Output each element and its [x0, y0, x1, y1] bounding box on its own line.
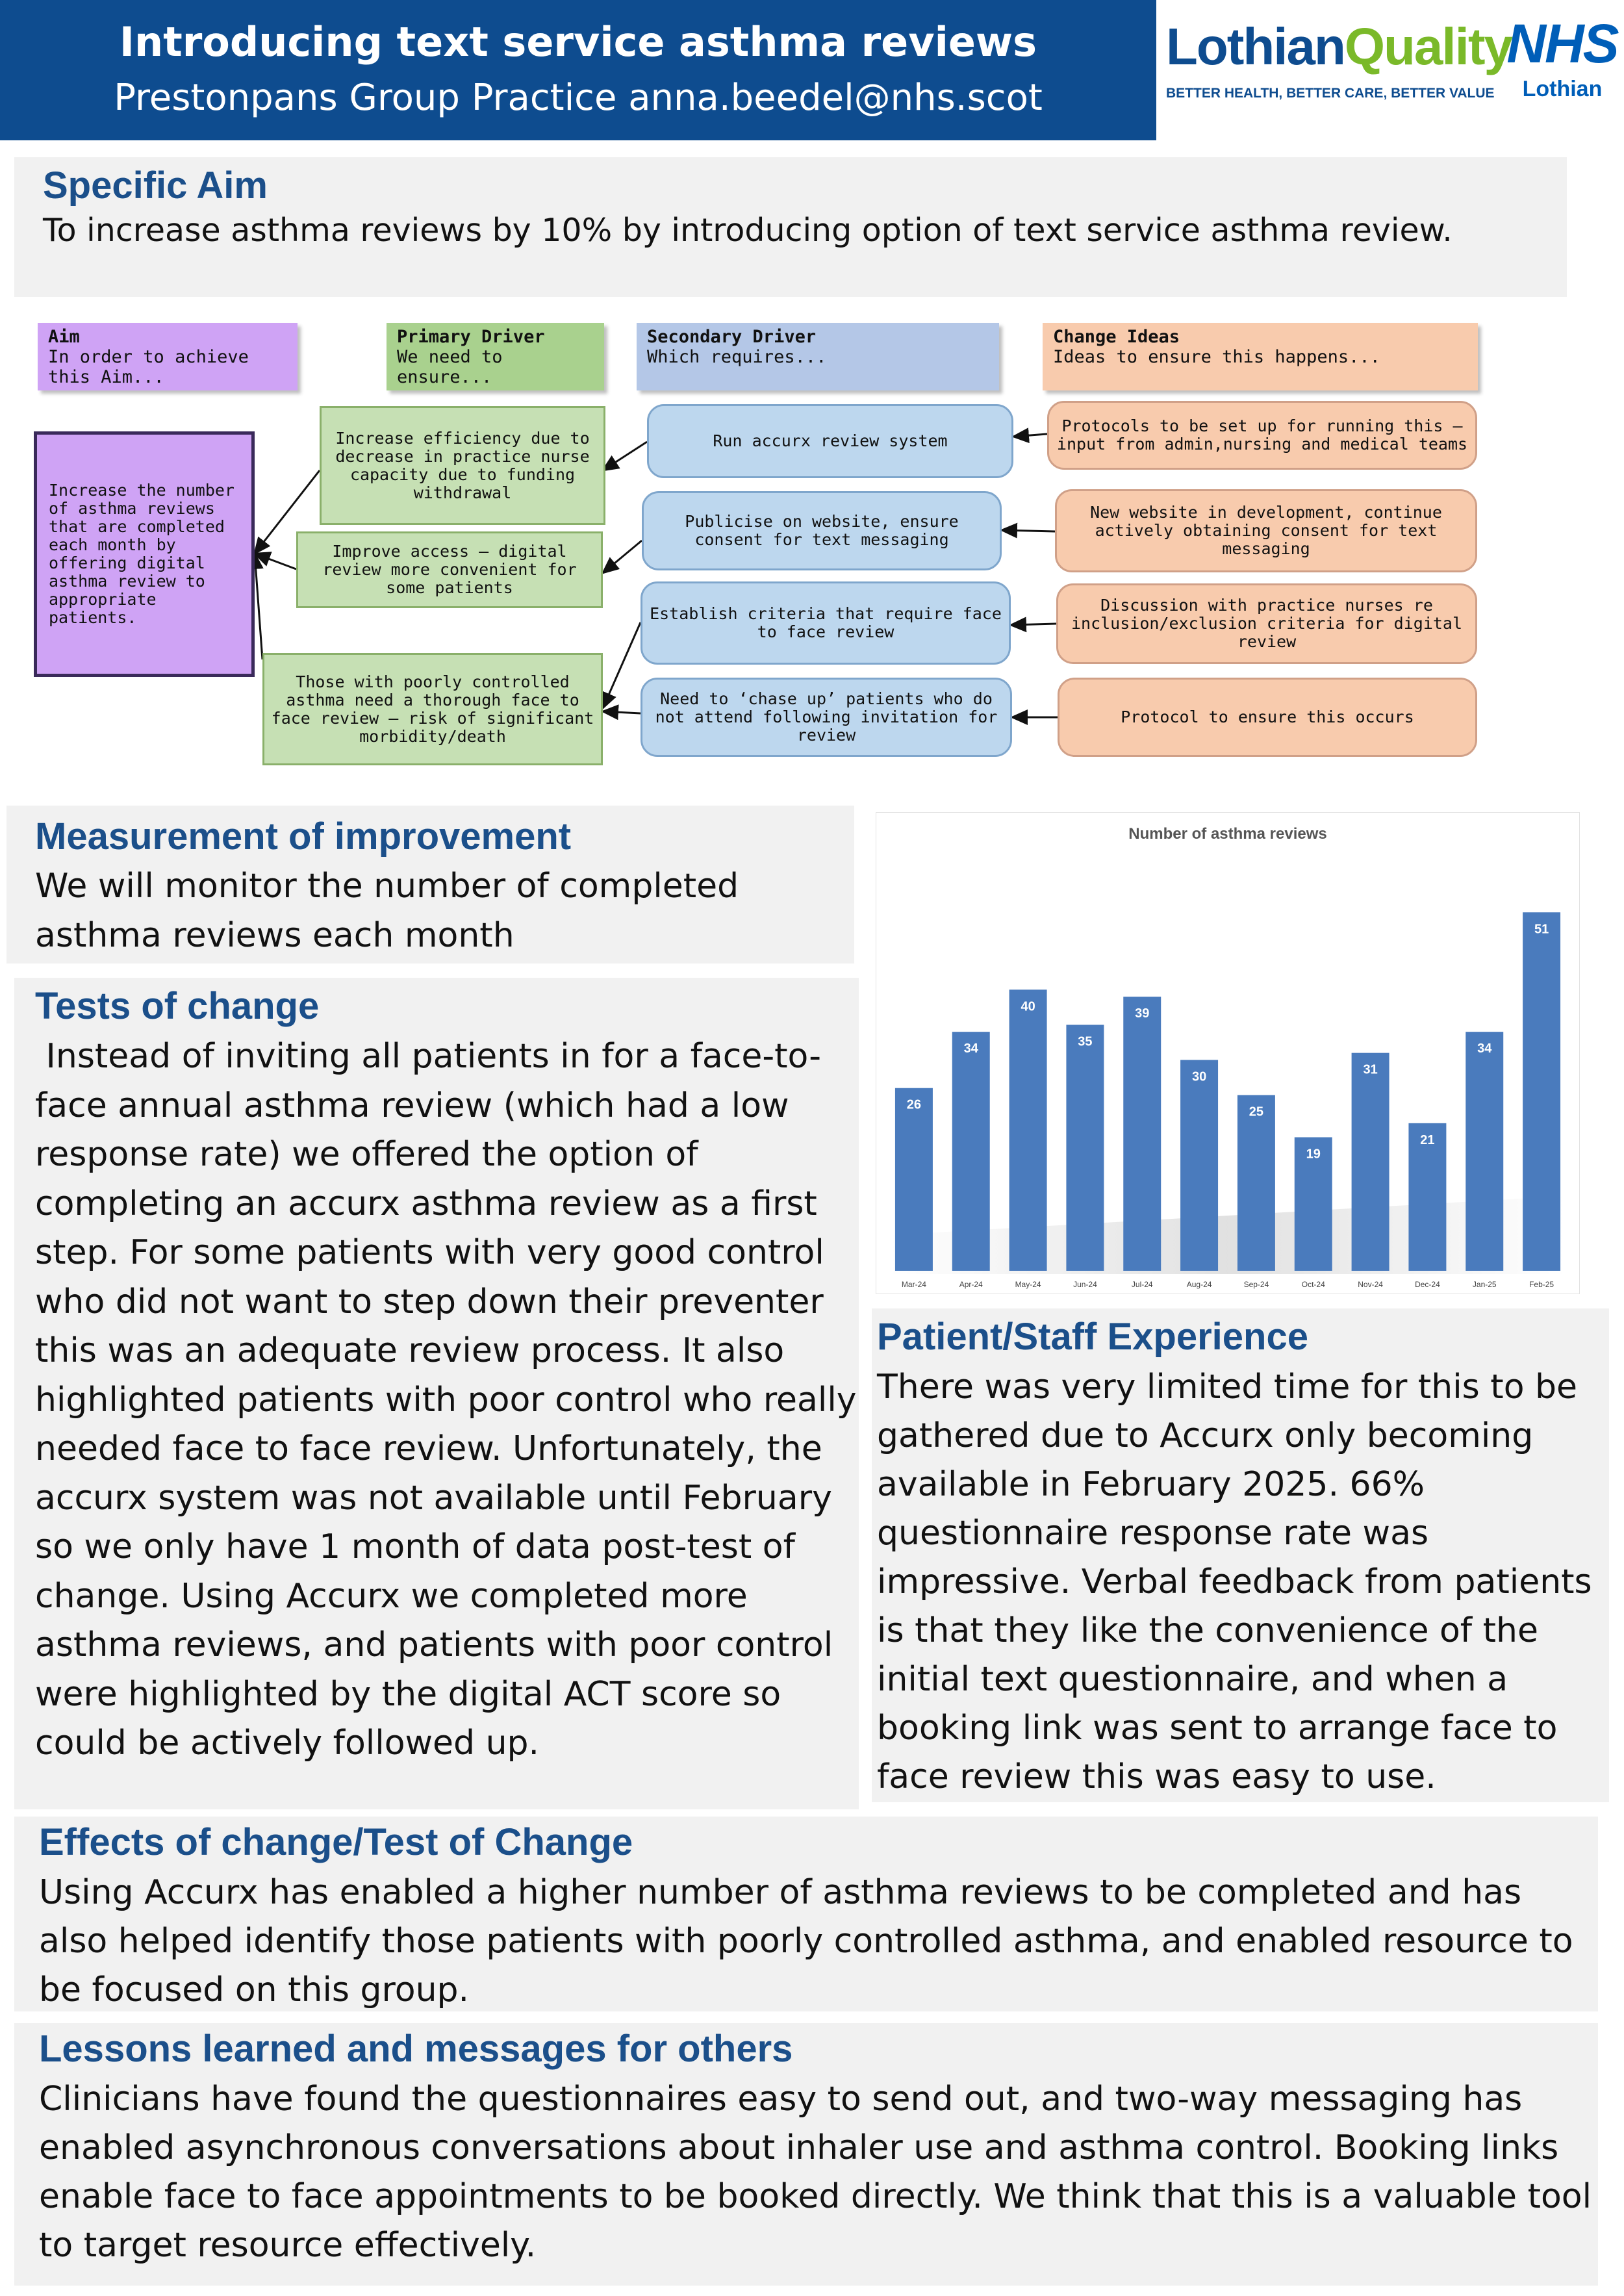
bar-May-24: [1009, 989, 1047, 1271]
x-tick-label: Oct-24: [1301, 1280, 1325, 1289]
effects-heading: Effects of change/Test of Change: [39, 1821, 633, 1863]
bar-value-label: 34: [963, 1041, 978, 1056]
bar-value-label: 31: [1363, 1062, 1378, 1077]
bar-Jul-24: [1123, 997, 1161, 1271]
experience-panel: [872, 1308, 1609, 1802]
primary-driver-2: Improve access – digital review more convenient for some patients: [296, 531, 603, 608]
change-idea-2: New website in development, continue actively obtaining consent for text messaging: [1055, 489, 1477, 572]
poster-subtitle: Prestonpans Group Practice anna.beedel@nhs.scot: [114, 77, 1043, 119]
logo-tagline: BETTER HEALTH, BETTER CARE, BETTER VALUE: [1166, 86, 1495, 101]
change-idea-1: Protocols to be set up for running this – input from admin,nursing and medical teams: [1047, 401, 1477, 470]
nhs-lothian-logo: [1501, 13, 1624, 110]
x-tick-label: Feb-25: [1529, 1280, 1554, 1289]
secondary-driver-3: Establish criteria that require face to face review: [641, 581, 1011, 665]
primary-driver-1: Increase efficiency due to decrease in practice nurse capacity due to funding withdrawal: [320, 406, 605, 525]
specific-aim-heading: Specific Aim: [43, 164, 268, 207]
tests-heading: Tests of change: [35, 985, 320, 1027]
tests-of-change-panel: [14, 978, 868, 1809]
nhs-badge: NHS: [1506, 13, 1618, 74]
bar-Jun-24: [1066, 1025, 1104, 1271]
x-tick-label: Apr-24: [959, 1280, 983, 1289]
x-tick-label: Aug-24: [1186, 1280, 1212, 1289]
secondary-driver-2: Publicise on website, ensure consent for text messaging: [642, 491, 1002, 570]
bar-Sep-24: [1237, 1095, 1275, 1271]
bar-Apr-24: [952, 1032, 990, 1271]
measurement-text: We will monitor the number of completed asthma reviews each month: [35, 867, 739, 955]
x-tick-label: Jul-24: [1131, 1280, 1153, 1289]
effects-text: Using Accurx has enabled a higher number of asthma reviews to be completed and has also helped identify those patients with poorly controlled asthma, and enabled resource to be focused on this group.: [39, 1873, 1573, 2009]
experience-heading: Patient/Staff Experience: [877, 1316, 1308, 1358]
chart-title: Number of asthma reviews: [1128, 825, 1327, 843]
bar-value-label: 51: [1534, 922, 1549, 937]
chart-svg: [876, 813, 1579, 1294]
logo-word-lothian: Lothian: [1166, 18, 1345, 75]
x-tick-label: Nov-24: [1358, 1280, 1383, 1289]
lessons-panel: [14, 2023, 1598, 2286]
measurement-heading: Measurement of improvement: [35, 815, 572, 858]
bar-value-label: 30: [1191, 1069, 1207, 1084]
x-tick-label: Dec-24: [1415, 1280, 1440, 1289]
x-tick-label: Sep-24: [1243, 1280, 1269, 1289]
secondary-driver-1: Run accurx review system: [647, 404, 1013, 478]
primary-driver-3: Those with poorly controlled asthma need a thorough face to face review – risk of significant morbidity/death: [262, 653, 603, 765]
change-ideas-header: [1043, 323, 1478, 390]
poster-title: Introducing text service asthma reviews: [119, 18, 1037, 66]
secondary-driver-4: Need to ‘chase up’ patients who do not attend following invitation for review: [641, 678, 1012, 757]
bar-value-label: 26: [906, 1097, 922, 1112]
bar-Feb-25: [1523, 912, 1560, 1271]
primary-header-sub: We need to ensure...: [397, 347, 503, 387]
bar-Jan-25: [1465, 1032, 1503, 1271]
bar-value-label: 34: [1477, 1041, 1492, 1056]
nhs-sub: Lothian: [1522, 77, 1603, 101]
bar-value-label: 19: [1306, 1147, 1321, 1162]
secondary-header-title: Secondary Driver: [647, 327, 817, 347]
change-idea-4: Protocol to ensure this occurs: [1058, 678, 1477, 757]
primary-driver-header: [387, 323, 604, 390]
aim-header-title: Aim: [48, 327, 80, 347]
measurement-panel: [6, 806, 854, 963]
specific-aim-text: To increase asthma reviews by 10% by introducing option of text service asthma review.: [43, 212, 1453, 249]
change-header-sub: Ideas to ensure this happens...: [1053, 347, 1380, 367]
logo-word-quality: Quality: [1344, 18, 1512, 75]
aim-header: [38, 323, 298, 390]
chart-floor: [889, 1196, 1566, 1274]
x-tick-label: Mar-24: [901, 1280, 926, 1289]
secondary-driver-header: [637, 323, 999, 390]
bar-Mar-24: [895, 1088, 933, 1271]
change-header-title: Change Ideas: [1053, 327, 1180, 347]
aim-header-sub: In order to achieve this Aim...: [48, 347, 249, 387]
lessons-heading: Lessons learned and messages for others: [39, 2028, 793, 2070]
change-idea-3: Discussion with practice nurses re inclusion/exclusion criteria for digital review: [1056, 583, 1477, 664]
lessons-text: Clinicians have found the questionnaires easy to send out, and two-way messaging has enabled asynchronous conversations about inhaler use and asthma control. Booking links enable face to face appointments to be booked directly. We think that this is a valuable tool to target resource effectively.: [39, 2080, 1592, 2265]
bar-Aug-24: [1180, 1060, 1218, 1271]
x-tick-label: Jun-24: [1073, 1280, 1097, 1289]
asthma-reviews-chart: [876, 812, 1580, 1294]
experience-text: There was very limited time for this to be gathered due to Accurx only becoming available in February 2025. 66% questionnaire response rate was impressive. Verbal feedback from patients is that they like the convenience of the initial text questionnaire, and when a booking link was sent to arrange face to face review this was easy to use.: [877, 1368, 1592, 1796]
bar-value-label: 39: [1135, 1006, 1150, 1021]
bar-value-label: 35: [1078, 1034, 1093, 1049]
tests-text: Instead of inviting all patients in for a face-to-face annual asthma review (which had a low response rate) we offered the option of completing an accurx asthma review as a first step. For some patients with very good control who did not want to step down their preventer this was an adequate review process. It also highlighted patients with poor control who really needed face to face review. Unfortunately, the accurx system was not available until February so we only have 1 month of data post-test of change. Using Accurx we completed more asthma reviews, and patients with poor control were highlighted by the digital ACT score so could be actively followed up.: [35, 1037, 868, 1763]
bar-value-label: 40: [1021, 999, 1035, 1014]
specific-aim-panel: [14, 157, 1567, 297]
poster-header: [0, 0, 1156, 140]
bar-value-label: 21: [1420, 1132, 1435, 1147]
x-tick-label: May-24: [1015, 1280, 1041, 1289]
driver-diagram: [0, 305, 1624, 773]
secondary-header-sub: Which requires...: [647, 347, 827, 367]
primary-header-title: Primary Driver: [397, 327, 545, 347]
effects-panel: [14, 1817, 1598, 2011]
lothian-quality-logo: [1166, 14, 1512, 112]
aim-box: Increase the number of asthma reviews that are completed each month by offering digital asthma review to appropriate patients.: [34, 431, 255, 677]
bar-Nov-24: [1352, 1053, 1389, 1271]
x-tick-label: Jan-25: [1472, 1280, 1497, 1289]
bar-value-label: 25: [1249, 1104, 1264, 1119]
